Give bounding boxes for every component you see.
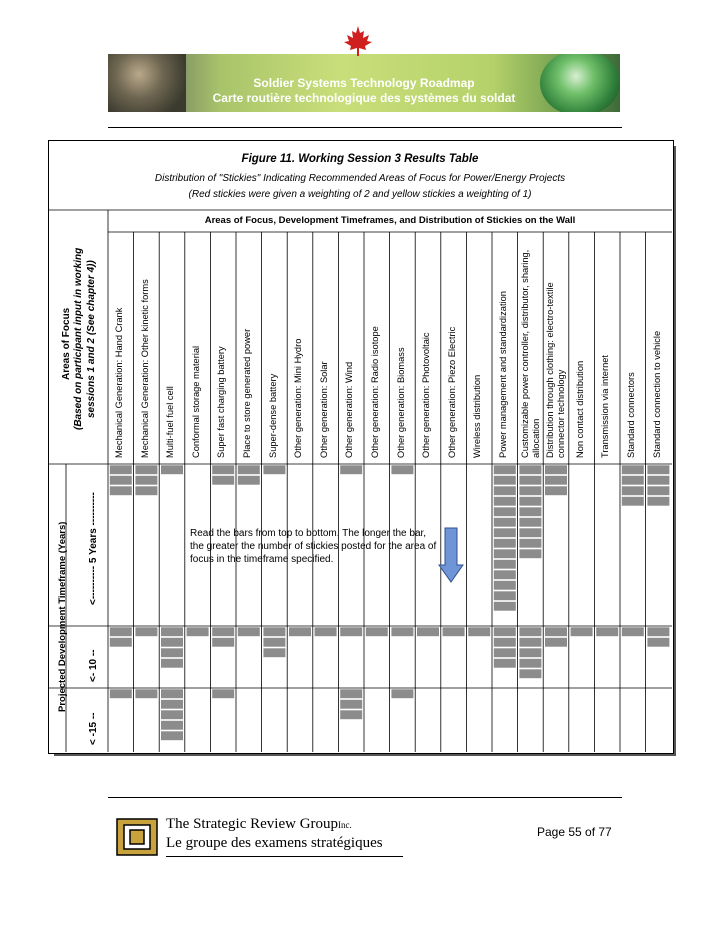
sticky-bar-cell bbox=[494, 570, 517, 580]
sticky-bar-cell bbox=[161, 689, 184, 699]
sticky-bar-cell bbox=[161, 465, 184, 475]
sticky-bar-cell bbox=[110, 476, 133, 486]
sticky-bar-cell bbox=[161, 700, 184, 710]
area-of-focus-label: Standard connection to vehicle bbox=[651, 330, 662, 458]
sticky-bar-cell bbox=[519, 518, 542, 528]
sticky-bar-cell bbox=[110, 486, 133, 496]
area-of-focus-label: Mechanical Generation: Hand Crank bbox=[114, 307, 124, 458]
sticky-bar-cell bbox=[647, 497, 670, 507]
org-underline bbox=[166, 856, 403, 857]
sticky-bar-cell bbox=[442, 627, 465, 637]
area-of-focus-label: Customizable power controller, distributor, sharing, allocation bbox=[519, 249, 541, 458]
sticky-bar-cell bbox=[314, 627, 337, 637]
sticky-bar-cell bbox=[238, 627, 261, 637]
sticky-bar-cell bbox=[494, 486, 517, 496]
sticky-bar-cell bbox=[340, 689, 363, 699]
sticky-bar-cell bbox=[161, 638, 184, 648]
sticky-bar-cell bbox=[545, 638, 568, 648]
timeframe-row-label: < -15 -- bbox=[88, 712, 99, 745]
sticky-bar-cell bbox=[494, 507, 517, 517]
area-of-focus-label: Power management and standardization bbox=[498, 291, 508, 458]
sticky-bar-cell bbox=[135, 627, 158, 637]
sticky-bar-cell bbox=[519, 627, 542, 637]
sticky-bar-cell bbox=[494, 659, 517, 669]
area-of-focus-label: Other generation: Biomass bbox=[395, 347, 406, 458]
sticky-bar-cell bbox=[494, 560, 517, 570]
sticky-bar-cell bbox=[212, 638, 235, 648]
org-name-fr: Le groupe des examens stratégiques bbox=[166, 835, 383, 851]
sticky-bar-cell bbox=[647, 638, 670, 648]
areas-label-note: (Based on participant input in working bbox=[73, 247, 84, 430]
area-of-focus-label: Other generation: Photovoltaic bbox=[421, 332, 432, 458]
sticky-bar-cell bbox=[545, 486, 568, 496]
sticky-bar-cell bbox=[468, 627, 491, 637]
areas-label: Areas of Focus bbox=[61, 307, 72, 380]
areas-header: Areas of Focus, Development Timeframes, and Distribution of Stickies on the Wall bbox=[204, 215, 576, 226]
sticky-bar-cell bbox=[545, 627, 568, 637]
sticky-bar-cell bbox=[622, 476, 645, 486]
sticky-bar-cell bbox=[570, 627, 593, 637]
sticky-bar-cell bbox=[289, 627, 312, 637]
sticky-bar-cell bbox=[391, 689, 414, 699]
sticky-bar-cell bbox=[494, 528, 517, 538]
sticky-bar-cell bbox=[340, 465, 363, 475]
sticky-bar-cell bbox=[622, 486, 645, 496]
page-number: Page 55 of 77 bbox=[537, 825, 612, 839]
sticky-bar-cell bbox=[391, 627, 414, 637]
sticky-bar-cell bbox=[494, 518, 517, 528]
area-of-focus-label: Mechanical Generation: Other kinetic forms bbox=[139, 279, 150, 458]
area-of-focus-label: Transmission via internet bbox=[600, 355, 611, 458]
figure-subtitle-note: (Red stickies were given a weighting of 2 and yellow stickies a weighting of 1) bbox=[188, 189, 532, 200]
sticky-bar-cell bbox=[110, 465, 133, 475]
sticky-bar-cell bbox=[263, 627, 286, 637]
sticky-bar-cell bbox=[161, 721, 184, 731]
area-of-focus-label: Wireless distribution bbox=[472, 374, 483, 458]
sticky-bar-cell bbox=[366, 627, 389, 637]
sticky-bar-cell bbox=[161, 627, 184, 637]
sticky-bar-cell bbox=[212, 689, 235, 699]
sticky-bar-cell bbox=[519, 648, 542, 658]
sticky-bar-cell bbox=[417, 627, 440, 637]
sticky-bar-cell bbox=[263, 465, 286, 475]
sticky-bar-cell bbox=[263, 638, 286, 648]
sticky-bar-cell bbox=[340, 627, 363, 637]
figure-title: Figure 11. Working Session 3 Results Table bbox=[241, 153, 479, 165]
sticky-bar-cell bbox=[494, 465, 517, 475]
sticky-bar-cell bbox=[161, 731, 184, 741]
sticky-bar-cell bbox=[519, 539, 542, 549]
area-of-focus-label: Other generation: Piezo Electric bbox=[446, 326, 457, 458]
sticky-bar-cell bbox=[238, 465, 261, 475]
sticky-bar-cell bbox=[647, 627, 670, 637]
sticky-bar-cell bbox=[161, 710, 184, 720]
sticky-bar-cell bbox=[622, 627, 645, 637]
timeframe-row-label: <- 10 -- bbox=[88, 649, 99, 682]
sticky-bar-cell bbox=[622, 497, 645, 507]
area-of-focus-label: Multi-fuel fuel cell bbox=[165, 386, 176, 458]
sticky-bar-cell bbox=[340, 700, 363, 710]
sticky-bar-cell bbox=[622, 465, 645, 475]
sticky-bar-cell bbox=[519, 507, 542, 517]
area-of-focus-label: Distribution through clothing: electro-textile connector technology bbox=[545, 282, 567, 458]
sticky-bar-cell bbox=[545, 465, 568, 475]
banner-title-fr: Carte routière technologique des systèmes du soldat bbox=[212, 91, 516, 105]
area-of-focus-label: Other generation: Mini Hydro bbox=[293, 338, 304, 458]
org-name-en: The Strategic Review GroupInc. bbox=[166, 816, 352, 832]
sticky-bar-cell bbox=[519, 486, 542, 496]
area-of-focus-label: Super fast charging battery bbox=[216, 346, 227, 458]
sticky-bar-cell bbox=[135, 476, 158, 486]
sticky-bar-cell bbox=[135, 486, 158, 496]
sticky-bar-cell bbox=[110, 689, 133, 699]
sticky-bar-cell bbox=[212, 627, 235, 637]
sticky-bar-cell bbox=[494, 549, 517, 559]
sticky-bar-cell bbox=[263, 648, 286, 658]
area-of-focus-label: Other generation: Wind bbox=[344, 361, 355, 458]
area-of-focus-label: Standard connectors bbox=[626, 372, 636, 458]
sticky-bar-cell bbox=[494, 497, 517, 507]
sticky-bar-cell bbox=[391, 465, 414, 475]
sticky-bar-cell bbox=[494, 591, 517, 601]
sticky-bar-cell bbox=[545, 476, 568, 486]
strategic-review-logo-icon bbox=[116, 818, 158, 856]
banner-title-en: Soldier Systems Technology Roadmap bbox=[253, 76, 475, 90]
sticky-bar-cell bbox=[494, 476, 517, 486]
sticky-bar-cell bbox=[519, 465, 542, 475]
sticky-bar-cell bbox=[647, 465, 670, 475]
area-of-focus-label: Conformal storage material bbox=[190, 345, 201, 458]
sticky-bar-cell bbox=[494, 648, 517, 658]
reading-note: Read the bars from top to bottom. The longer the bar, the greater the number of stickies posted for the area of focus in the timeframe specified. bbox=[190, 528, 437, 565]
sticky-bar-cell bbox=[212, 476, 235, 486]
sticky-bar-cell bbox=[519, 659, 542, 669]
figure-subtitle: Distribution of "Stickies" Indicating Recommended Areas of Focus for Power/Energy Projects bbox=[154, 173, 566, 184]
sticky-bar-cell bbox=[519, 638, 542, 648]
sticky-bar-cell bbox=[110, 627, 133, 637]
area-of-focus-label: Place to store generated power bbox=[242, 328, 252, 458]
down-arrow-icon bbox=[438, 527, 464, 583]
sticky-bar-cell bbox=[519, 549, 542, 559]
sticky-bar-cell bbox=[340, 710, 363, 720]
sticky-bar-cell bbox=[519, 669, 542, 679]
sticky-bar-cell bbox=[647, 476, 670, 486]
sticky-bar-cell bbox=[519, 497, 542, 507]
sticky-bar-cell bbox=[161, 659, 184, 669]
sticky-bar-cell bbox=[519, 476, 542, 486]
sticky-bar-cell bbox=[519, 528, 542, 538]
sticky-bar-cell bbox=[494, 581, 517, 591]
timeframe-row-label: <---------- 5 Years ---------- bbox=[88, 492, 99, 605]
area-of-focus-label: Non contact distribution bbox=[574, 360, 585, 458]
area-of-focus-label: Super-dense battery bbox=[267, 373, 278, 458]
timeframe-label: Projected Development Timeframe (Years) bbox=[57, 521, 68, 712]
areas-label-note-2: sessions 1 and 2 (See chapter 4)) bbox=[86, 260, 97, 418]
sticky-bar-cell bbox=[494, 539, 517, 549]
sticky-bar-cell bbox=[186, 627, 209, 637]
sticky-bar-cell bbox=[494, 627, 517, 637]
area-of-focus-label: Other generation: Radio isotope bbox=[370, 326, 380, 458]
sticky-bar-cell bbox=[647, 486, 670, 496]
sticky-bar-cell bbox=[238, 476, 261, 486]
footer-rule bbox=[108, 797, 622, 798]
sticky-bar-cell bbox=[494, 638, 517, 648]
sticky-bar-cell bbox=[596, 627, 619, 637]
sticky-bar-cell bbox=[494, 602, 517, 612]
sticky-bar-cell bbox=[135, 689, 158, 699]
area-of-focus-label: Other generation: Solar bbox=[318, 361, 329, 458]
sticky-bar-cell bbox=[212, 465, 235, 475]
sticky-bar-cell bbox=[161, 648, 184, 658]
sticky-bar-cell bbox=[135, 465, 158, 475]
sticky-bar-cell bbox=[110, 638, 133, 648]
